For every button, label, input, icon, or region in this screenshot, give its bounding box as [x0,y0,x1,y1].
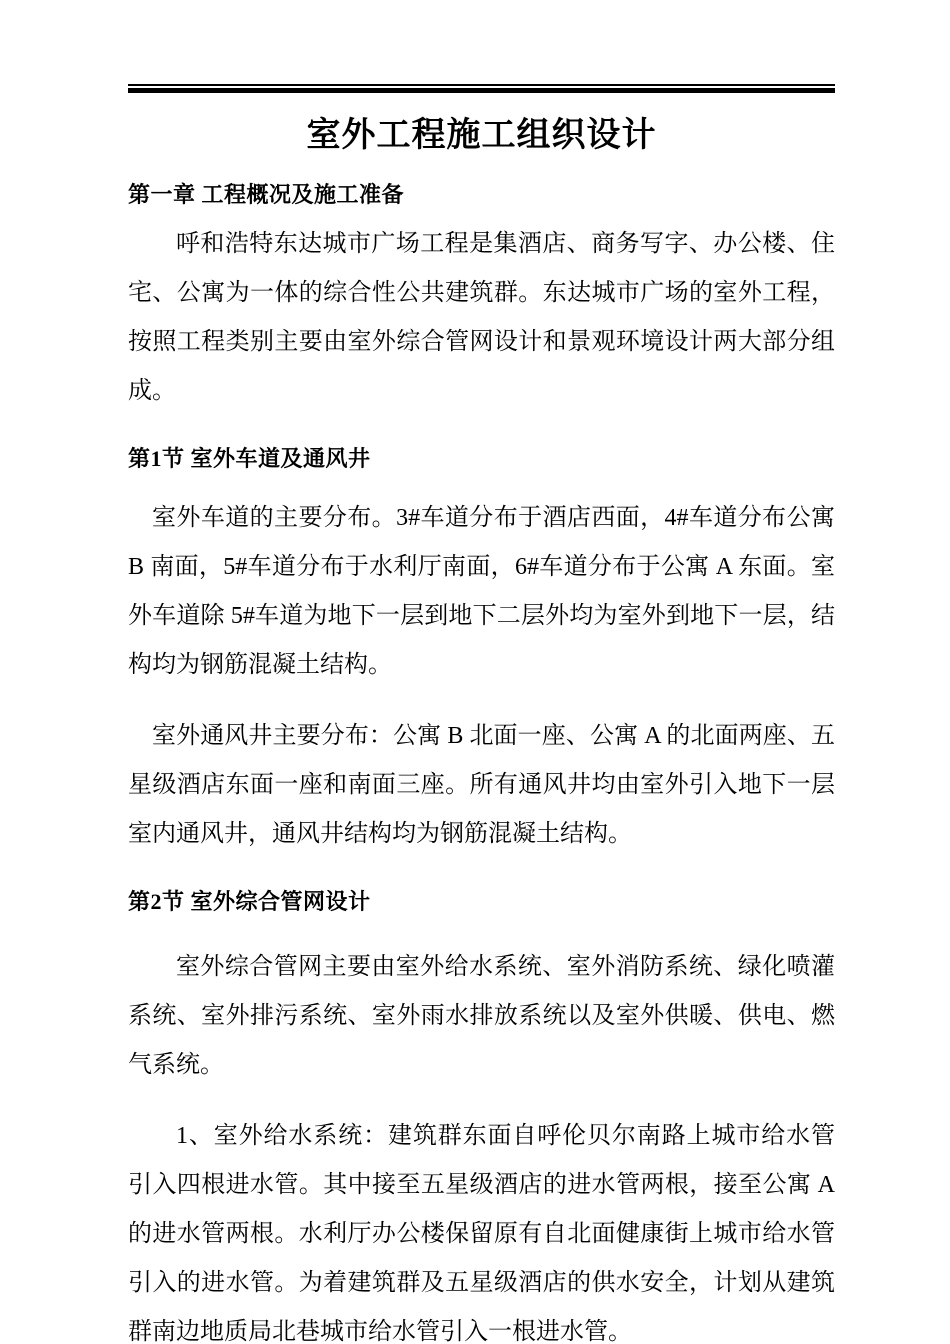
page-title: 室外工程施工组织设计 [306,117,657,154]
paragraph-ventilation-shafts: 室外通风井主要分布：公寓 B 北面一座、公寓 A 的北面两座、五星级酒店东面一座和南面三座。所有通风井均由室外引入地下一层室内通风井，通风井结构均为钢筋混凝土结构。 [128,723,835,847]
paragraph-water-supply-system: 1、室外给水系统：建筑群东面自呼伦贝尔南路上城市给水管引入四根进水管。其中接至五星级酒店的进水管两根，接至公寓 A 的进水管两根。水利厅办公楼保留原有自北面健康街上城市给水管引入的进水管。为着建筑群及五星级酒店的供水安全，计划从建筑群南边地质局北巷城市给水管引入一根进水管。 [128,1123,835,1344]
header-rule-thick-line [128,88,835,93]
heading-section-2: 第2节 室外综合管网设计 [128,889,371,914]
paragraph-outdoor-driveways: 室外车道的主要分布。3#车道分布于酒店西面，4#车道分布公寓 B 南面，5#车道分布于水利厅南面，6#车道分布于公寓 A 东面。室外车道除 5#车道为地下一层到地下二层外均为室外到地下一层，结构均为钢筋混凝土结构。 [128,505,835,678]
header-double-rule [128,84,835,93]
paragraph-project-overview: 呼和浩特东达城市广场工程是集酒店、商务写字、办公楼、住宅、公寓为一体的综合性公共建筑群。东达城市广场的室外工程，按照工程类别主要由室外综合管网设计和景观环境设计两大部分组成。 [128,231,835,404]
paragraph-pipe-network-overview: 室外综合管网主要由室外给水系统、室外消防系统、绿化喷灌系统、室外排污系统、室外雨水排放系统以及室外供暖、供电、燃气系统。 [128,954,835,1078]
heading-section-1: 第1节 室外车道及通风井 [128,446,371,471]
heading-chapter-1: 第一章 工程概况及施工准备 [128,182,405,207]
document-body [128,108,835,1344]
